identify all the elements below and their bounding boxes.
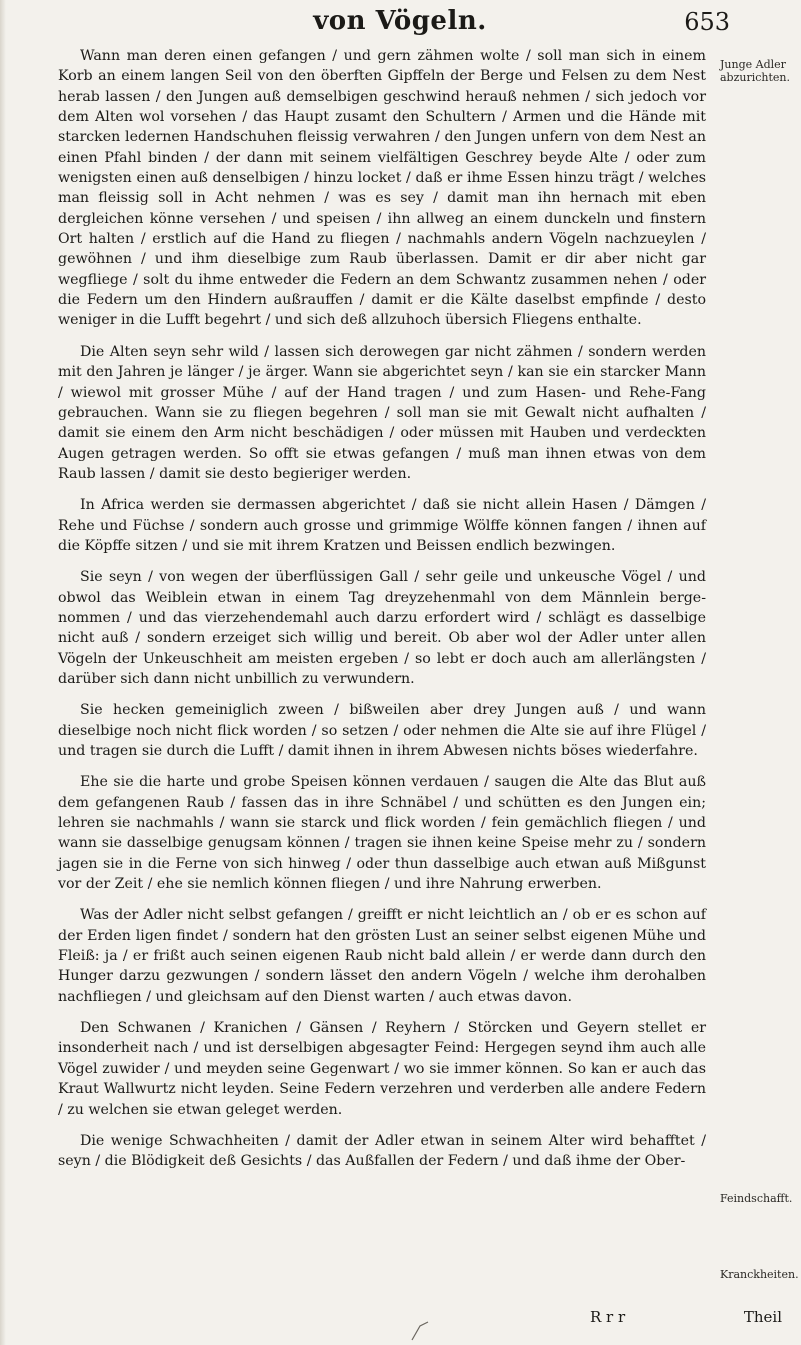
paragraph-5: Sie hecken gemeiniglich zween / bißweilen aber drey Jungen auß / und wann dieselbige noch nicht flick worden / so setzen / oder nehmen die Alte sie auf ihre Flügel / und tragen sie durch die Lufft / damit ihnen in ihrem Abwesen nichts böses wiederfahre. xyxy=(58,702,706,759)
pencil-mark-icon xyxy=(408,1320,432,1342)
paragraph-8: Den Schwanen / Kranichen / Gänsen / Reyhern / Störcken und Geyern stellet er insonderheit nach / und ist derselbigen abgesagter Feind: Hergegen seynd ihm auch alle Vögel zuwider / und meyden seine Gegenwart / wo sie immer können. So kan er auch das Kraut Wallwurtz nicht leyden. Seine Federn verzehren und verderben alle andere Federn / zu welchen sie etwan geleget werden. xyxy=(58,1020,706,1118)
paragraph-4: Sie seyn / von wegen der überflüssigen Gall / sehr geile und unkeusche Vögel / und obwol das Weiblein etwan in einem Tag dreyzehenmahl von dem Männlein berge-nommen / und das vierzehendemahl auch darzu erfordert wird / schlägt es dasselbige nicht auß / sondern erzeiget sich willig und bereit. Ob aber wol der Adler unter allen Vögeln der Unkeuschheit am meisten ergeben / so lebt er doch auch am allerlängsten / darüber sich dann nicht unbillich zu verwundern. xyxy=(58,569,706,687)
page-edge-shadow xyxy=(0,0,6,1345)
page-header xyxy=(70,6,730,40)
margin-note-enmity: Feindschafft. xyxy=(720,1192,793,1205)
paragraph-3: In Africa werden sie dermassen abgerichtet / daß sie nicht allein Hasen / Dämgen / Rehe und Füchse / sondern auch grosse und grimmige Wölffe können fangen / ihnen auf die Köpffe sitzen / und sie mit ihrem Kratzen und Beissen endlich bezwingen. xyxy=(58,497,706,554)
margin-note-young-eagles: Junge Adler abzurichten. xyxy=(720,58,791,84)
margin-note-illnesses: Kranckheiten. xyxy=(720,1268,799,1281)
paragraph-9: Die wenige Schwachheiten / damit der Adler etwan in seinem Alter wird behafftet / seyn / die Blödigkeit deß Gesichts / das Außfallen der Federn / und daß ihme der Ober- xyxy=(58,1132,706,1170)
paragraph-6: Ehe sie die harte und grobe Speisen können verdauen / saugen die Alte das Blut auß dem gefangenen Raub / fassen das in ihre Schnäbel / und schütten es den Jungen ein; lehren sie nachmahls / wann sie starck und flick worden / fein gemächlich fliegen / und wann sie dasselbige genugsam können / tragen sie ihnen keine Speise mehr zu / sondern jagen sie in die Ferne von sich hinweg / oder thun dasselbige auch etwan auß Mißgunst vor der Zeit / ehe sie nemlich können fliegen / und ihre Nahrung erwerben. xyxy=(58,774,706,893)
paragraph-2: Die Alten seyn sehr wild / lassen sich derowegen gar nicht zähmen / sondern werden mit den Jahren je länger / je ärger. Wann sie abgerichtet seyn / kan sie ein starcker Mann / wiewol mit grosser Mühe / auf der Hand tragen / und zum Hasen- und Rehe-Fang gebrauchen. Wann sie zu fliegen begehren / soll man sie mit Gewalt nicht aufhalten / damit sie einem den Arm nicht beschädigen / oder müssen mit Hauben und verdeckten Augen getragen werden. So offt sie etwas gefangen / muß man ihnen etwas von dem Raub lassen / damit sie desto begieriger werden. xyxy=(58,343,706,482)
page-number: 653 xyxy=(684,8,730,36)
paragraph-1: Wann man deren einen gefangen / und gern zähmen wolte / soll man sich in einem Korb an einem langen Seil von den öberften Gipffeln der Berge und Felsen zu dem Nest herab lassen / den Jungen auß demselbigen geschwind herauß nehmen / sich jedoch vor dem Alten wol vorsehen / das Haupt zusamt den Schultern / Armen und die Hände mit starcken ledernen Handschuhen fleissig verwahren / den Jungen unfern von dem Nest an einen Pfahl binden / der dann mit seinem vielfältigen Geschrey beyde Alte / oder zum wenigsten einen auß denselbigen / hinzu locket / daß er ihme Essen hinzu trägt / welches man fleissig soll in Acht nehmen / was es sey / damit man ihn hernach mit eben dergleichen könne versehen / und speisen / ihn allweg an einem dunckeln und finstern Ort halten / erstlich auf die Hand zu fliegen / nachmahls andern Vögeln nachzueylen / gewöhnen / und ihm dieselbige zum Raub überlassen. Damit er dir aber nicht gar wegfliege / solt du ihme entweder die Federn an dem Schwantz zusammen nehen / oder die Federn um den Hindern außrauffen / damit er die Kälte daselbst empfinde / desto weniger in die Lufft begehrt / und sich deß allzuhoch übersich Fliegens enthalte. xyxy=(58,48,706,329)
catchword: Theil xyxy=(743,1308,782,1326)
paragraph-7: Was der Adler nicht selbst gefangen / greifft er nicht leichtlich an / ob er es schon auf der Erden ligen findet / sondern hat den grösten Lust an seiner selbst eigenen Mühe und Fleiß: ja / er frißt auch seinen eigenen Raub nicht bald allein / er werde dann durch den Hunger darzu gezwungen / sondern lässet den andern Vögeln / welche ihm derohalben nachfliegen / und gleichsam auf den Dienst warten / auch etwas davon. xyxy=(58,907,706,1005)
signature-mark: R r r xyxy=(590,1308,626,1326)
body-text xyxy=(58,46,706,1183)
running-title: von Vögeln. xyxy=(313,6,487,36)
